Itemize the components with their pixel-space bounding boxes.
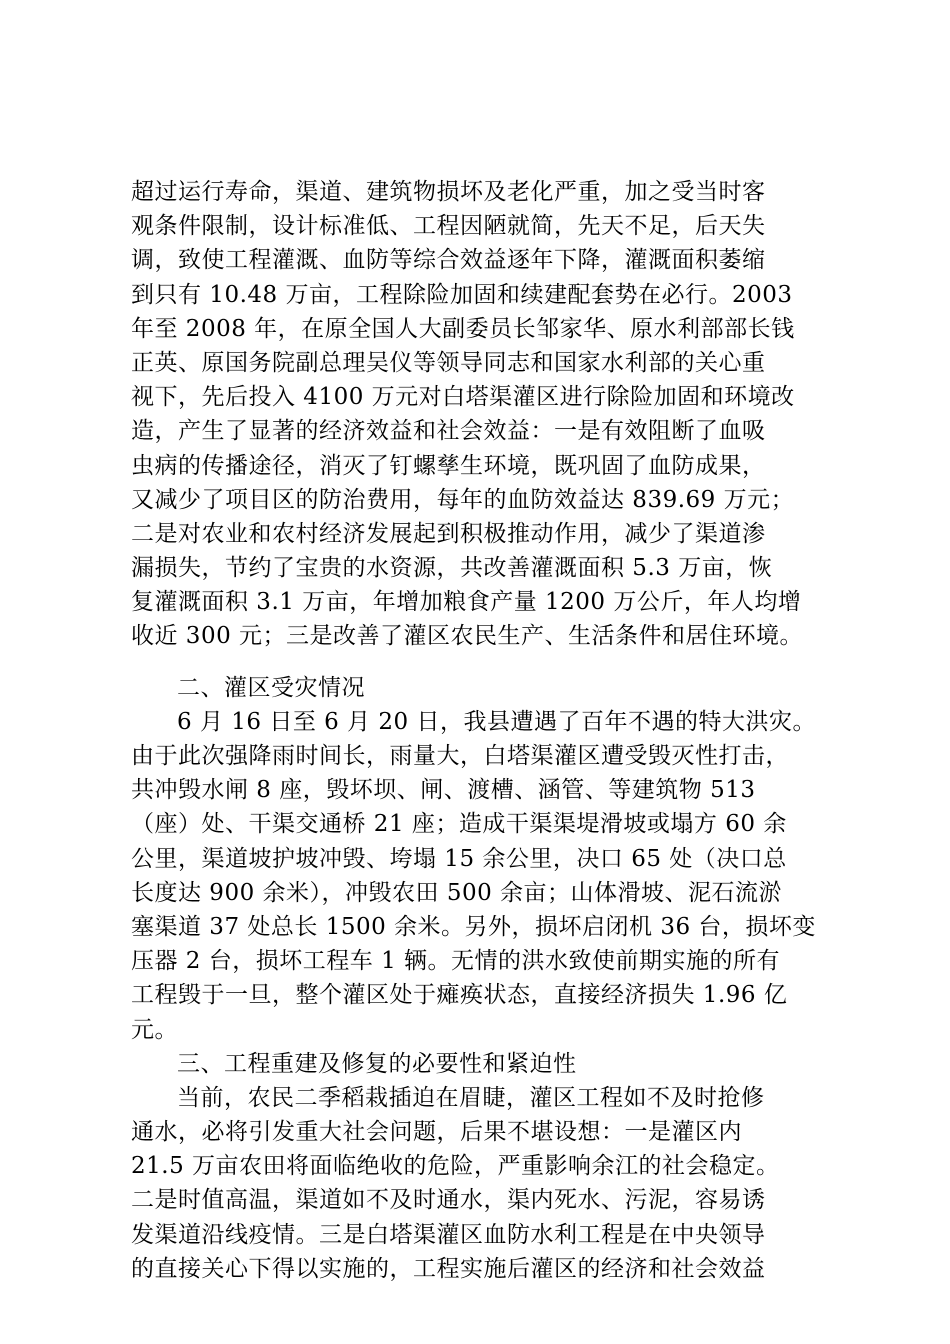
text-line: 造，产生了显著的经济效益和社会效益：一是有效阻断了血吸 — [131, 418, 766, 445]
paragraph-irrigation-history — [131, 175, 851, 654]
text-line: 元。 — [131, 1016, 178, 1043]
text-line: 压器 2 台，损坏工程车 1 辆。无情的洪水致使前期实施的所有 — [131, 948, 781, 975]
text-line: 调，致使工程灌溉、血防等综合效益逐年下降，灌溉面积萎缩 — [131, 247, 766, 274]
text-line: 由于此次强降雨时间长，雨量大，白塔渠灌区遭受毁灭性打击， — [131, 743, 789, 769]
text-line: 共冲毁水闸 8 座，毁坏坝、闸、渡槽、涵管、等建筑物 513 — [131, 777, 756, 804]
text-line: 视下，先后投入 4100 万元对白塔渠灌区进行除险加固和环境改 — [131, 384, 795, 411]
text-line: 复灌溉面积 3.1 万亩，年增加粮食产量 1200 万公斤，年人均增 — [131, 589, 802, 616]
text-line: 二是时值高温，渠道如不及时通水，渠内死水、污泥，容易诱 — [131, 1187, 766, 1214]
text-line: （座）处、干渠交通桥 21 座；造成干渠渠堤滑坡或塌方 60 余 — [131, 811, 787, 838]
section-heading-disaster: 二、灌区受灾情况 — [177, 674, 365, 701]
text-line: 年至 2008 年，在原全国人大副委员长邹家华、原水利部部长钱 — [131, 315, 795, 342]
text-line: 到只有 10.48 万亩，工程除险加固和续建配套势在必行。2003 — [131, 281, 793, 308]
text-line: 正英、原国务院副总理吴仪等领导同志和国家水利部的关心重 — [131, 349, 766, 376]
text-line: 6 月 16 日至 6 月 20 日，我县遭遇了百年不遇的特大洪灾。 — [177, 708, 816, 735]
text-line: 21.5 万亩农田将面临绝收的危险，严重影响余江的社会稳定。 — [131, 1153, 780, 1180]
document-body — [131, 175, 851, 1286]
text-line: 观条件限制，设计标准低、工程因陋就简，先天不足，后天失 — [131, 213, 766, 240]
text-line: 收近 300 元；三是改善了灌区农民生产、生活条件和居住环境。 — [131, 623, 804, 650]
text-line: 公里，渠道坡护坡冲毁、垮塌 15 余公里，决口 65 处（决口总 — [131, 845, 787, 872]
paragraph-disaster-details — [131, 705, 851, 1047]
text-line: 发渠道沿线疫情。三是白塔渠灌区血防水利工程是在中央领导 — [131, 1221, 766, 1248]
text-line: 长度达 900 余米），冲毁农田 500 余亩；山体滑坡、泥石流淤 — [131, 879, 783, 906]
text-line: 的直接关心下得以实施的，工程实施后灌区的经济和社会效益 — [131, 1255, 766, 1282]
paragraph-reconstruction-urgency — [131, 1081, 851, 1286]
text-line: 通水，必将引发重大社会问题，后果不堪设想：一是灌区内 — [131, 1119, 742, 1146]
section-heading-reconstruction: 三、工程重建及修复的必要性和紧迫性 — [177, 1050, 577, 1077]
text-line: 虫病的传播途径，消灭了钉螺孳生环境，既巩固了血防成果， — [131, 452, 766, 479]
text-line: 漏损失，节约了宝贵的水资源，共改善灌溉面积 5.3 万亩，恢 — [131, 555, 773, 582]
text-line: 塞渠道 37 处总长 1500 余米。另外，损坏启闭机 36 台，损坏变 — [131, 913, 816, 940]
text-line: 二是对农业和农村经济发展起到积极推动作用，减少了渠道渗 — [131, 520, 766, 547]
text-line: 当前，农民二季稻栽插迫在眉睫，灌区工程如不及时抢修 — [177, 1084, 765, 1111]
text-line: 超过运行寿命，渠道、建筑物损坏及老化严重，加之受当时客 — [131, 179, 766, 205]
text-line: 又减少了项目区的防治费用，每年的血防效益达 839.69 万元； — [131, 486, 795, 513]
text-line: 工程毁于一旦，整个灌区处于瘫痪状态，直接经济损失 1.96 亿 — [131, 982, 788, 1009]
